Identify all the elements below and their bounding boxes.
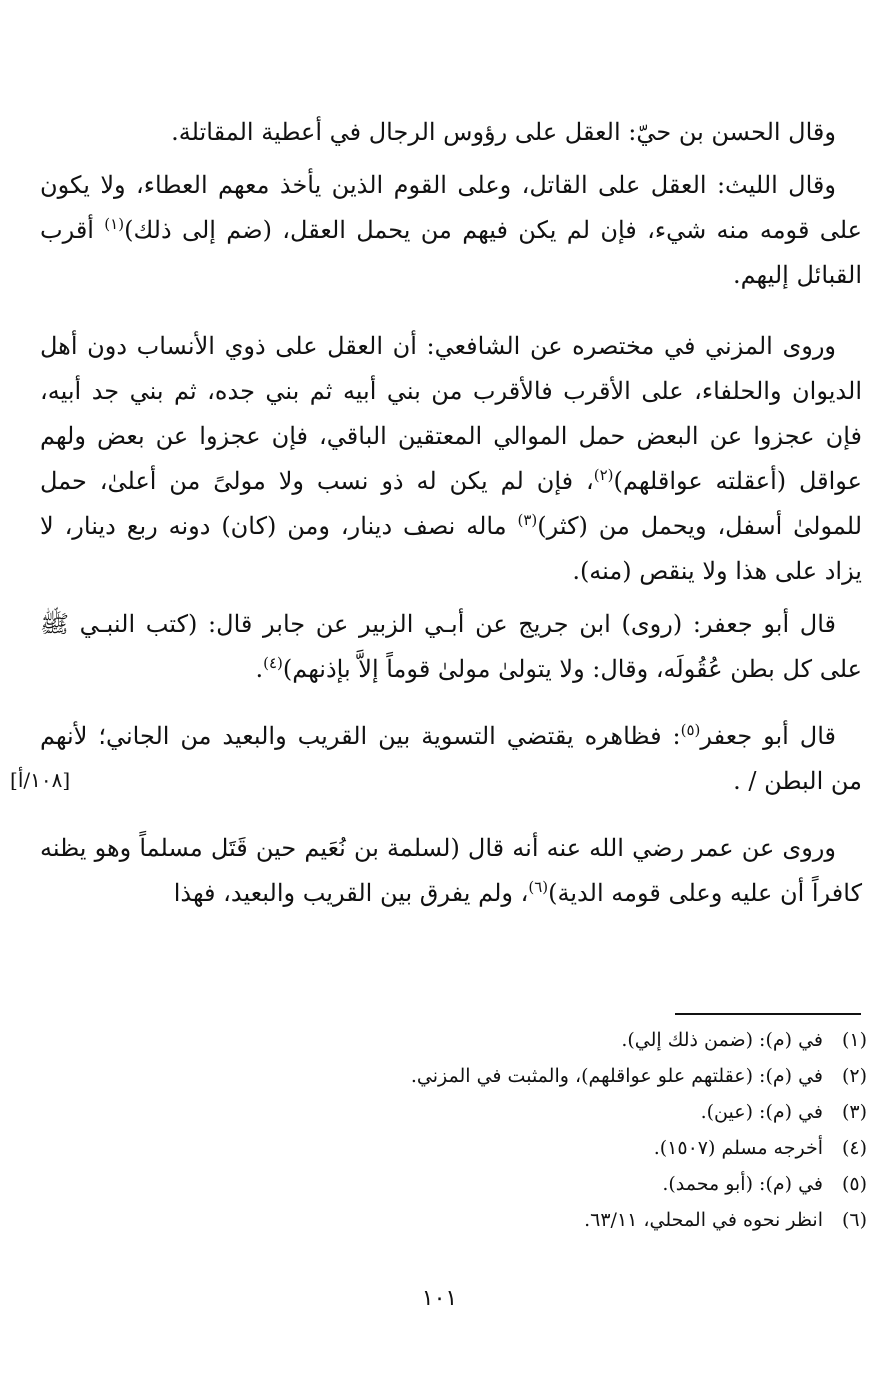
paragraph-6: وروى عن عمر رضي الله عنه أنه قال (لسلمة بن نُعَيم حين قَتَل مسلماً وهو يظنه كافراً أن عليه وعلى قومه الدية)$^{(٦)}$، ولم يفرق بين القريب والبعيد، فهذا xyxy=(40,834,862,907)
footnotes xyxy=(47,1022,867,1238)
paragraph-3: وروى المزني في مختصره عن الشافعي: أن العقل على ذوي الأنساب دون أهل الديوان والحلفاء، على الأقرب فالأقرب من بني أبيه ثم بني جده، ثم بني جد أبيه، فإن عجزوا عن البعض حمل الموالي المعتقين الباقي، فإن عجزوا عن بعض ولهم عواقل (أعقلته عواقلهم)$^{(٢)}$، فإن لم يكن له ذو نسب ولا مولىً من أعلىٰ، حمل للمولىٰ أسفل، ويحمل من (كثر)$^{(٣)}$ ماله نصف دينار، ومن (كان) دونه ربع دينار، لا يزاد على هذا ولا ينقص (منه). xyxy=(40,332,863,585)
footnote-2: (٢)في (م): (عقلتهم علو عواقلهم)، والمثبت في المزني. xyxy=(410,1065,867,1087)
footnote-divider xyxy=(675,1013,861,1015)
page-number: ١٠١ xyxy=(421,1286,458,1311)
paragraph-5: قال أبو جعفر$^{(٥)}$: فظاهره يقتضي التسوية بين القريب والبعيد من الجاني؛ لأنهم من البطن / . xyxy=(40,721,862,795)
footnote-ref-1[interactable]: (١) xyxy=(104,215,125,233)
footnote-5: (٥)في (م): (أبو محمد). xyxy=(662,1173,867,1195)
manuscript-folio-marker: [١٠٨/أ] xyxy=(10,768,71,792)
paragraph-4: قال أبو جعفر: (روى) ابن جريج عن أبـي الزبير عن جابر قال: (كتب النبـي ﷺ على كل بطن عُقُولَه، وقال: ولا يتولىٰ مولىٰ قوماً إلاَّ بإذنهم)$^{(٤)}$. xyxy=(40,610,862,683)
footnote-ref-4[interactable]: (٤) xyxy=(263,654,283,672)
footnote-ref-2[interactable]: (٢) xyxy=(593,466,614,484)
footnote-ref-3[interactable]: (٣) xyxy=(517,511,538,529)
paragraph-1: وقال الحسن بن حيّ: العقل على رؤوس الرجال في أعطية المقاتلة. xyxy=(171,118,836,146)
footnote-4: (٤)أخرجه مسلم (١٥٠٧). xyxy=(653,1137,867,1159)
footnote-6: (٦)انظر نحوه في المحلي، ٦٣/١١. xyxy=(584,1209,867,1231)
footnote-1: (١)في (م): (ضمن ذلك إلي). xyxy=(621,1029,867,1051)
paragraph-2: وقال الليث: العقل على القاتل، وعلى القوم الذين يأخذ معهم العطاء، ولا يكون على قومه منه شيء، فإن لم يكن فيهم من يحمل العقل، (ضم إلى ذلك)$^{(١)}$ أقرب القبائل إليهم. xyxy=(40,171,862,289)
footnote-ref-6[interactable]: (٦) xyxy=(528,878,549,896)
footnote-ref-5[interactable]: (٥) xyxy=(680,721,701,739)
footnote-3: (٣)في (م): (عين). xyxy=(700,1101,867,1123)
main-text xyxy=(40,110,862,916)
